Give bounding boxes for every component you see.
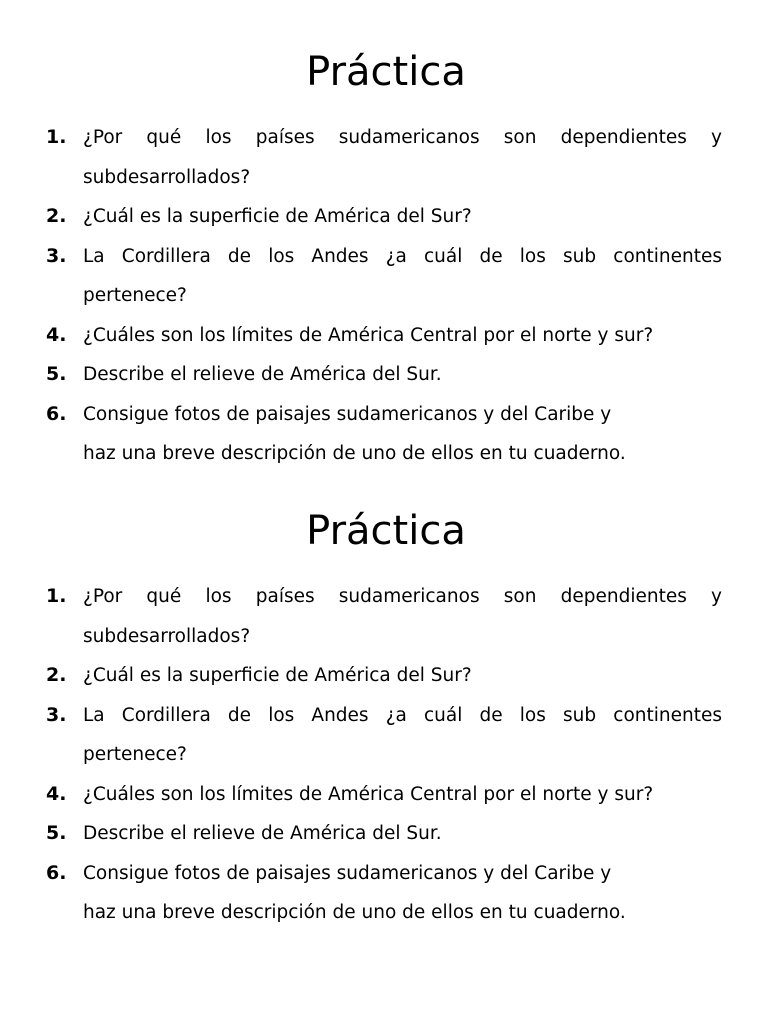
practice-section-2 <box>0 503 768 933</box>
question-item <box>0 854 768 933</box>
question-item <box>0 656 768 696</box>
question-item <box>0 355 768 395</box>
question-item <box>0 118 768 197</box>
question-number: 4. <box>46 323 67 346</box>
question-text-line: Consigue fotos de paisajes sudamericanos y del Caribe y <box>83 862 612 884</box>
question-item <box>0 237 768 316</box>
question-text-line: subdesarrollados? <box>83 625 251 647</box>
question-text-line: ¿Cuáles son los límites de América Central por el norte y sur? <box>83 783 654 805</box>
question-text-line: Consigue fotos de paisajes sudamericanos y del Caribe y <box>83 403 612 425</box>
question-number: 1. <box>46 585 67 607</box>
question-number: 6. <box>46 402 67 425</box>
question-text-line: haz una breve descripción de uno de ellos en tu cuaderno. <box>83 902 626 923</box>
question-list <box>0 577 768 933</box>
section-title: Práctica <box>306 49 466 95</box>
question-number: 3. <box>46 244 67 267</box>
section-title: Práctica <box>306 508 466 554</box>
question-number: 4. <box>46 782 67 805</box>
question-item <box>0 395 768 474</box>
question-text-line: pertenece? <box>83 744 187 765</box>
question-number: 1. <box>46 126 67 148</box>
question-text-line: haz una breve descripción de uno de ellos en tu cuaderno. <box>83 443 626 464</box>
question-item <box>0 577 768 656</box>
practice-section-1 <box>0 44 768 474</box>
question-list <box>0 118 768 474</box>
question-text-line: Describe el relieve de América del Sur. <box>83 364 442 385</box>
question-number: 3. <box>46 703 67 726</box>
question-text-line: ¿Por qué los países sudamericanos son dependientes y <box>83 127 722 148</box>
question-text-line: La Cordillera de los Andes ¿a cuál de los sub continentes <box>83 704 722 726</box>
question-item <box>0 696 768 775</box>
question-text-line: ¿Cuál es la superficie de América del Sur? <box>83 665 472 686</box>
question-item <box>0 814 768 854</box>
question-text-line: subdesarrollados? <box>83 166 251 188</box>
question-text-line: ¿Cuál es la superficie de América del Sur? <box>83 206 472 227</box>
question-item <box>0 316 768 356</box>
question-text-line: pertenece? <box>83 285 187 306</box>
question-number: 5. <box>46 822 67 844</box>
question-text-line: ¿Por qué los países sudamericanos son dependientes y <box>83 586 722 607</box>
question-text-line: Describe el relieve de América del Sur. <box>83 823 442 844</box>
question-number: 6. <box>46 861 67 884</box>
question-text-line: La Cordillera de los Andes ¿a cuál de los sub continentes <box>83 245 722 267</box>
question-item <box>0 197 768 237</box>
question-text-line: ¿Cuáles son los límites de América Central por el norte y sur? <box>83 324 654 346</box>
question-number: 2. <box>46 664 67 686</box>
question-number: 2. <box>46 205 67 227</box>
question-item <box>0 775 768 815</box>
question-number: 5. <box>46 363 67 385</box>
